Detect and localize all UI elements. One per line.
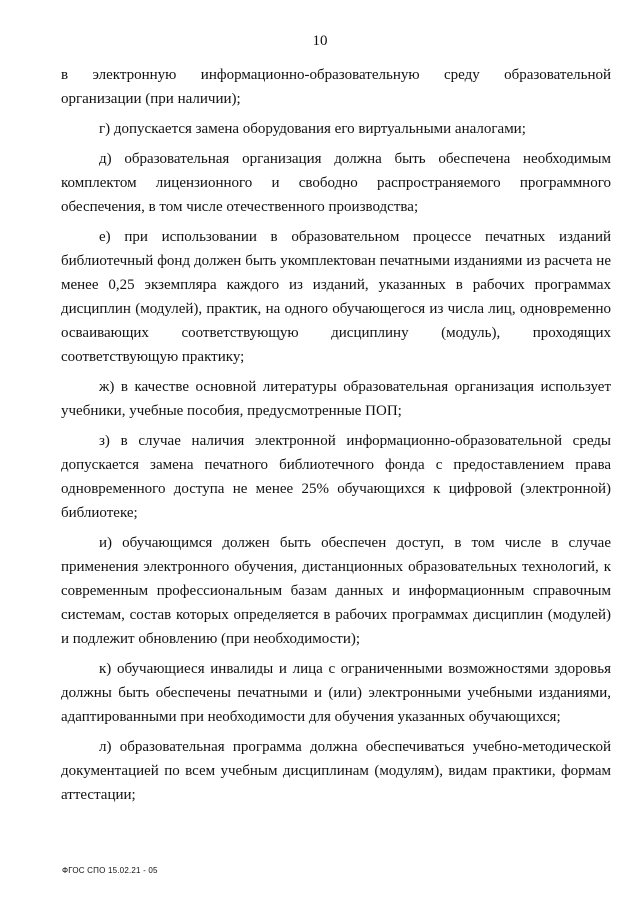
paragraph-z: з) в случае наличия электронной информационно-образовательной среды допускается замена печатного библиотечного фонда с предоставлением права одновременного доступа не менее 25% обучающихся к цифровой (электронной) библиотеке; (61, 433, 611, 521)
paragraph-l: л) образовательная программа должна обеспечиваться учебно-методической документацией по всем учебным дисциплинам (модулям), видам практики, формам аттестации; (61, 739, 611, 803)
paragraph-k: к) обучающиеся инвалиды и лица с ограниченными возможностями здоровья должны быть обеспечены печатными и (или) электронными учебными изданиями, адаптированными при необходимости для обучения указанных обучающихся; (61, 661, 611, 725)
paragraph-e: е) при использовании в образовательном процессе печатных изданий библиотечный фонд должен быть укомплектован печатными изданиями из расчета не менее 0,25 экземпляра каждого из изданий, указанных в рабочих программах дисциплин (модулей), практик, на одного обучающегося из числа лиц, одновременно осваивающих соответствующую дисциплину (модуль), проходящих соответствующую практику; (61, 229, 611, 365)
paragraph-continuation: в электронную информационно-образовательную среду образовательной организации (при наличии); (61, 67, 611, 107)
paragraph-i: и) обучающимся должен быть обеспечен доступ, в том числе в случае применения электронного обучения, дистанционных образовательных технологий, к современным профессиональным базам данных и информационным справочным системам, состав которых определяется в рабочих программах дисциплин (модулей) и подлежит обновлению (при необходимости); (61, 535, 611, 647)
page-number: 10 (312, 33, 328, 49)
paragraph-d: д) образовательная организация должна быть обеспечена необходимым комплектом лицензионного и свободно распространяемого программного обеспечения, в том числе отечественного производства; (61, 151, 611, 215)
paragraph-zh: ж) в качестве основной литературы образовательная организация использует учебники, учебные пособия, предусмотренные ПОП; (61, 379, 611, 419)
paragraph-g: г) допускается замена оборудования его виртуальными аналогами; (99, 121, 526, 137)
footer-standard-code: ФГОС СПО 15.02.21 - 05 (62, 866, 158, 875)
document-body (61, 63, 611, 813)
